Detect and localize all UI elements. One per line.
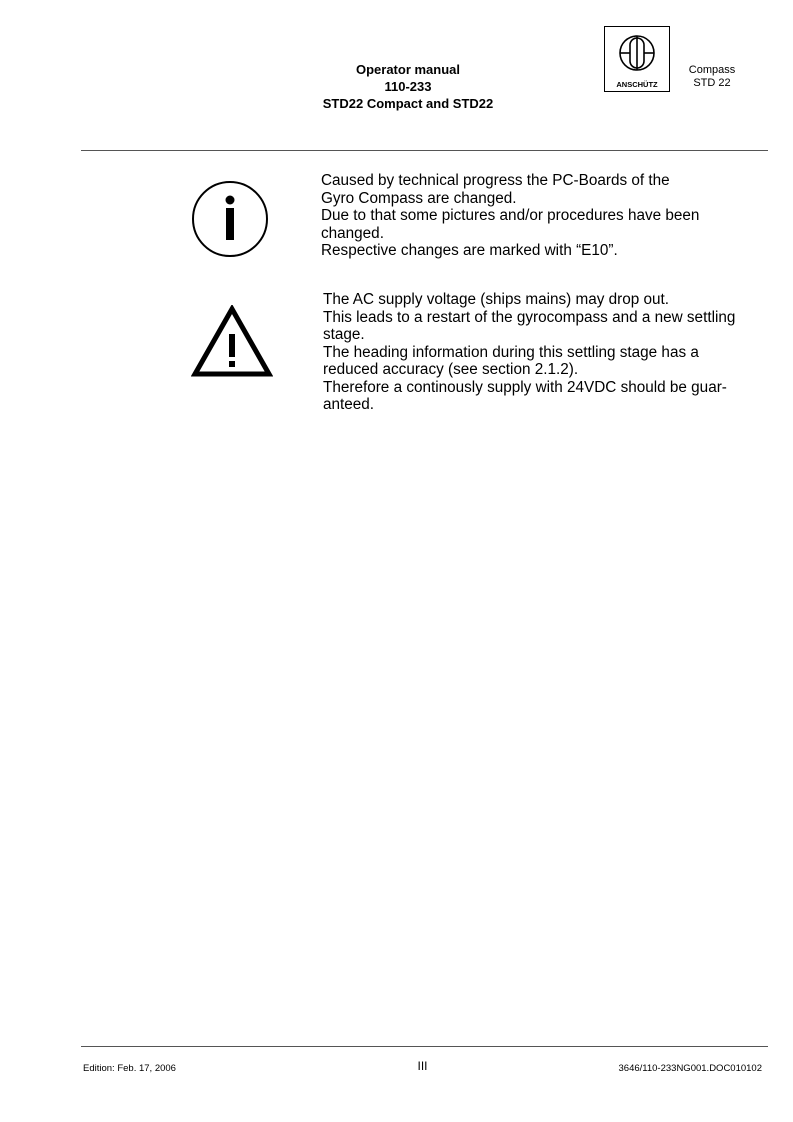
warning-line-4: The heading information during this settling stage has a (323, 343, 699, 361)
document-reference: 3646/110-233NG001.DOC010102 (618, 1063, 762, 1074)
footer-divider (81, 1046, 768, 1047)
warning-line-3: stage. (323, 326, 365, 343)
info-line-3: Due to that some pictures and/or procedures have been (321, 207, 700, 224)
warning-line-6: Therefore a continously supply with 24VDC should be guar- (323, 378, 727, 396)
warning-line-2: This leads to a restart of the gyrocompass and a new settling (323, 308, 736, 326)
warning-line-1: The AC supply voltage (ships mains) may drop out. (323, 291, 670, 308)
warning-icon (191, 305, 273, 382)
info-line-2: Gyro Compass are changed. (321, 189, 517, 207)
title-line-1: Operator manual (355, 62, 461, 77)
title-line-2: 110-233 (384, 79, 432, 94)
product-label-line-1: Compass (688, 64, 736, 76)
info-line-4: changed. (321, 224, 384, 242)
anschutz-logo (604, 26, 670, 92)
warning-line-5: reduced accuracy (see section 2.1.2). (323, 361, 579, 378)
warning-notice-text (323, 291, 763, 414)
product-label-line-2: STD 22 (693, 77, 731, 89)
header-divider (81, 150, 768, 151)
product-label (680, 64, 744, 90)
info-icon (191, 180, 269, 263)
title-line-3: STD22 Compact and STD22 (322, 96, 494, 111)
edition-date: Edition: Feb. 17, 2006 (83, 1063, 176, 1074)
info-notice-text (321, 172, 761, 260)
document-title (300, 61, 516, 112)
info-line-5: Respective changes are marked with “E10”. (321, 242, 618, 259)
page-number: III (417, 1059, 428, 1073)
logo-wordmark: ANSCHÜTZ (616, 80, 658, 89)
warning-line-7: anteed. (323, 396, 375, 413)
info-line-1: Caused by technical progress the PC-Boards of the (321, 172, 670, 189)
